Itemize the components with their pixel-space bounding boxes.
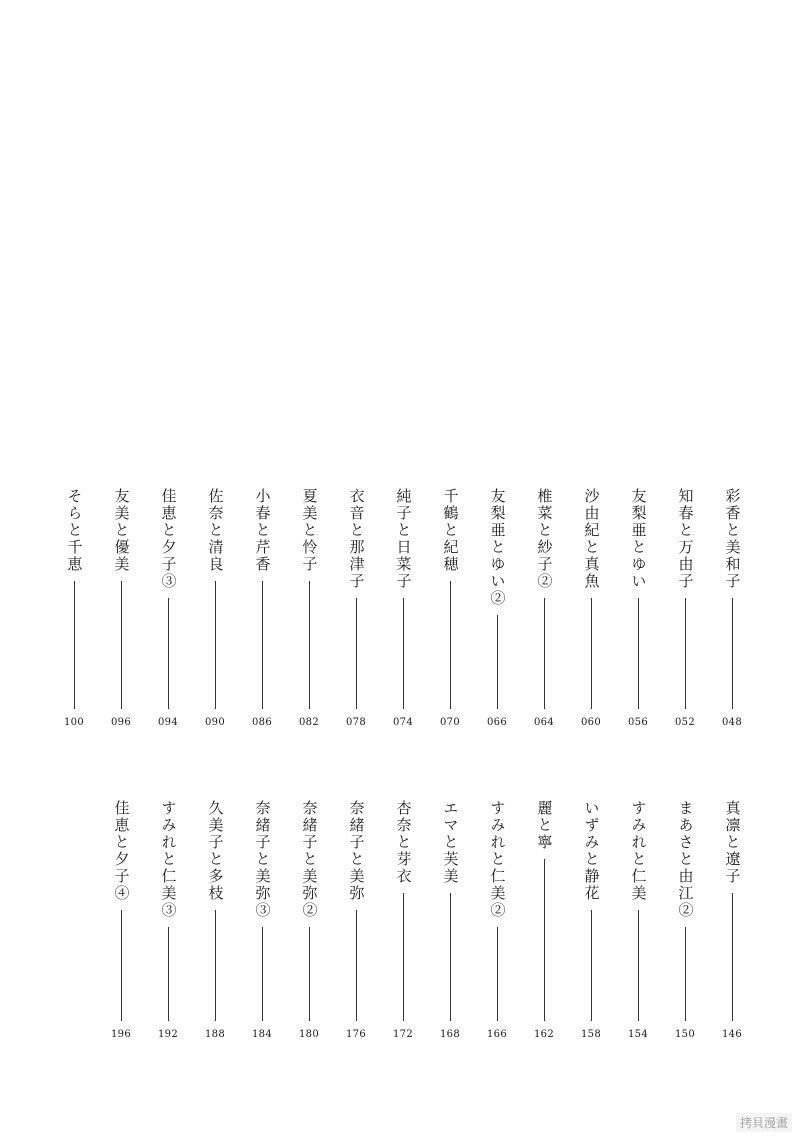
page-number: 078 xyxy=(346,717,366,728)
toc-entry[interactable] xyxy=(339,488,373,728)
toc-entry[interactable] xyxy=(621,488,655,728)
leader-line xyxy=(544,859,545,1021)
entry-title: 友美と優美 xyxy=(112,488,131,573)
toc-entry[interactable] xyxy=(480,488,514,728)
entry-title: 衣音と那津子 xyxy=(347,488,366,590)
leader-line xyxy=(168,927,169,1021)
toc-entry[interactable] xyxy=(621,800,655,1040)
entry-title: 真凛と遼子 xyxy=(723,800,742,885)
toc-entry[interactable] xyxy=(245,488,279,728)
leader-line xyxy=(356,598,357,709)
page-number: 056 xyxy=(628,717,648,728)
toc-entry[interactable] xyxy=(104,800,138,1040)
toc-entry[interactable] xyxy=(151,488,185,728)
leader-line xyxy=(638,598,639,709)
entry-title: 奈緒子と美弥③ xyxy=(253,800,272,919)
entry-title: 知春と万由子 xyxy=(676,488,695,590)
page-number: 052 xyxy=(675,717,695,728)
entry-title: 奈緒子と美弥② xyxy=(300,800,319,919)
leader-line xyxy=(732,893,733,1021)
entry-title: すみれと仁美 xyxy=(629,800,648,902)
entry-title: 友梨亜とゆい xyxy=(629,488,648,590)
entry-title: 夏美と怜子 xyxy=(300,488,319,573)
toc-entry[interactable] xyxy=(386,800,420,1040)
entry-title: いずみと静花 xyxy=(582,800,601,902)
leader-line xyxy=(309,581,310,709)
toc-entry[interactable] xyxy=(245,800,279,1040)
leader-line xyxy=(215,910,216,1021)
entry-title: すみれと仁美② xyxy=(488,800,507,919)
leader-line xyxy=(356,910,357,1021)
leader-line xyxy=(450,581,451,709)
toc-entry[interactable] xyxy=(668,800,702,1040)
page-number: 090 xyxy=(205,717,225,728)
page-number: 086 xyxy=(252,717,272,728)
toc-entry[interactable] xyxy=(57,488,91,728)
toc-entry[interactable] xyxy=(527,488,561,728)
page-number: 074 xyxy=(393,717,413,728)
toc-entry[interactable] xyxy=(480,800,514,1040)
page-number: 154 xyxy=(628,1029,648,1040)
leader-line xyxy=(262,581,263,709)
entry-title: まあさと由江② xyxy=(676,800,695,919)
entry-title: 奈緒子と美弥 xyxy=(347,800,366,902)
watermark: 拷貝漫畫 xyxy=(736,1113,792,1132)
entry-title: すみれと仁美③ xyxy=(159,800,178,919)
leader-line xyxy=(309,927,310,1021)
entry-title: そらと千恵 xyxy=(65,488,84,573)
leader-line xyxy=(121,910,122,1021)
leader-line xyxy=(591,910,592,1021)
page-number: 166 xyxy=(487,1029,507,1040)
toc-entry[interactable] xyxy=(104,488,138,728)
entry-title: 佳恵と夕子④ xyxy=(112,800,131,902)
leader-line xyxy=(215,581,216,709)
page-number: 158 xyxy=(581,1029,601,1040)
page-number: 184 xyxy=(252,1029,272,1040)
entry-title: 椎菜と紗子② xyxy=(535,488,554,590)
toc-entry[interactable] xyxy=(433,488,467,728)
page-number: 100 xyxy=(64,717,84,728)
page-number: 192 xyxy=(158,1029,178,1040)
page-number: 094 xyxy=(158,717,178,728)
entry-title: 佳恵と夕子③ xyxy=(159,488,178,590)
page-number: 048 xyxy=(722,717,742,728)
leader-line xyxy=(403,893,404,1021)
leader-line xyxy=(638,910,639,1021)
page-number: 162 xyxy=(534,1029,554,1040)
entry-title: エマと芙美 xyxy=(441,800,460,885)
page-number: 180 xyxy=(299,1029,319,1040)
page-number: 176 xyxy=(346,1029,366,1040)
page-number: 064 xyxy=(534,717,554,728)
entry-title: 彩香と美和子 xyxy=(723,488,742,590)
leader-line xyxy=(685,927,686,1021)
toc-entry[interactable] xyxy=(715,800,749,1040)
toc-row-2 xyxy=(0,800,800,1040)
page-number: 070 xyxy=(440,717,460,728)
toc-entry[interactable] xyxy=(198,800,232,1040)
entry-title: 小春と芹香 xyxy=(253,488,272,573)
page-number: 082 xyxy=(299,717,319,728)
entry-title: 杏奈と芽衣 xyxy=(394,800,413,885)
toc-entry[interactable] xyxy=(151,800,185,1040)
entry-title: 友梨亜とゆい② xyxy=(488,488,507,607)
leader-line xyxy=(591,598,592,709)
leader-line xyxy=(732,598,733,709)
toc-entry[interactable] xyxy=(292,488,326,728)
toc-row-1 xyxy=(0,488,800,728)
entry-title: 千鶴と紀穂 xyxy=(441,488,460,573)
leader-line xyxy=(74,581,75,709)
page-number: 196 xyxy=(111,1029,131,1040)
page-number: 146 xyxy=(722,1029,742,1040)
leader-line xyxy=(544,598,545,709)
leader-line xyxy=(121,581,122,709)
toc-entry[interactable] xyxy=(339,800,373,1040)
leader-line xyxy=(497,615,498,709)
leader-line xyxy=(450,893,451,1021)
page-number: 172 xyxy=(393,1029,413,1040)
toc-entry[interactable] xyxy=(292,800,326,1040)
page-number: 168 xyxy=(440,1029,460,1040)
leader-line xyxy=(262,927,263,1021)
leader-line xyxy=(685,598,686,709)
leader-line xyxy=(497,927,498,1021)
toc-entry[interactable] xyxy=(574,800,608,1040)
page-number: 060 xyxy=(581,717,601,728)
toc-entry[interactable] xyxy=(715,488,749,728)
toc-entry[interactable] xyxy=(433,800,467,1040)
leader-line xyxy=(168,598,169,709)
entry-title: 麗と寧 xyxy=(535,800,554,851)
toc-entry[interactable] xyxy=(198,488,232,728)
entry-title: 久美子と多枝 xyxy=(206,800,225,902)
page-number: 066 xyxy=(487,717,507,728)
page-number: 150 xyxy=(675,1029,695,1040)
page-number: 096 xyxy=(111,717,131,728)
page-number: 188 xyxy=(205,1029,225,1040)
leader-line xyxy=(403,598,404,709)
toc-entry[interactable] xyxy=(527,800,561,1040)
toc-entry[interactable] xyxy=(574,488,608,728)
toc-entry[interactable] xyxy=(386,488,420,728)
entry-title: 純子と日菜子 xyxy=(394,488,413,590)
entry-title: 沙由紀と真魚 xyxy=(582,488,601,590)
toc-entry[interactable] xyxy=(668,488,702,728)
entry-title: 佐奈と清良 xyxy=(206,488,225,573)
